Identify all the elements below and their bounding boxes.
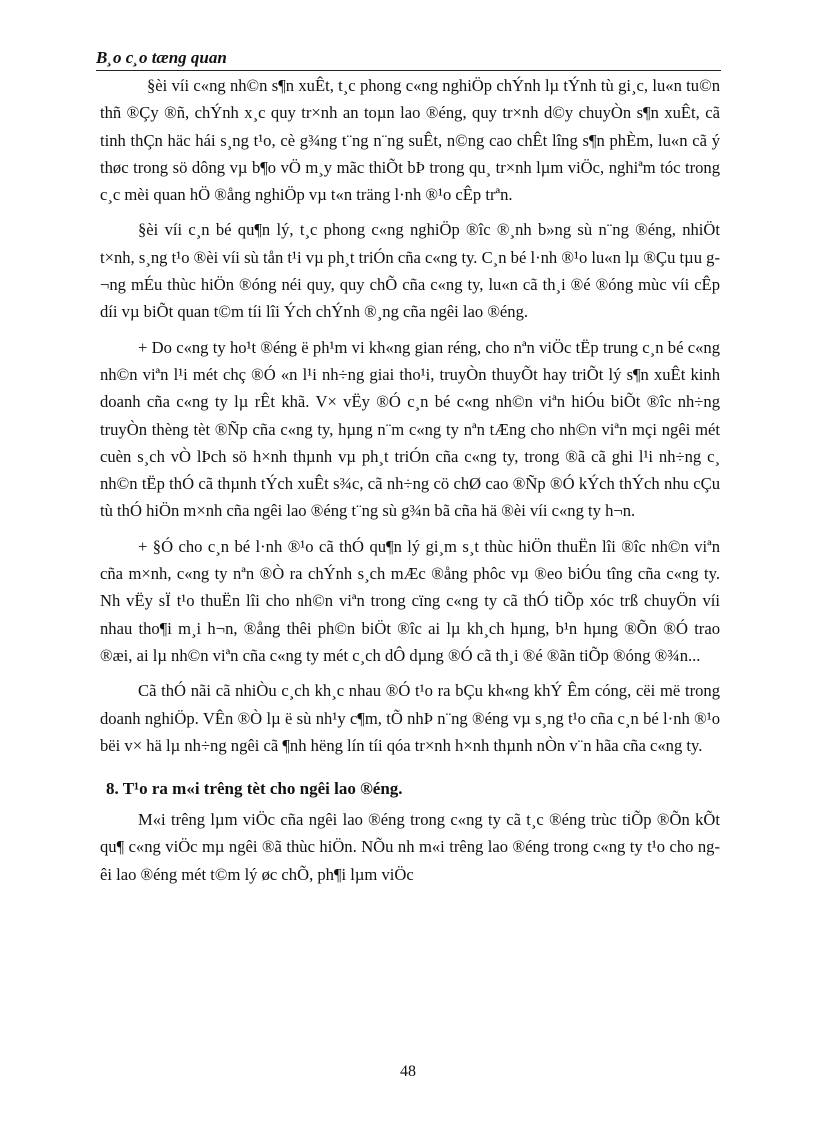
paragraph-conclusion: Cã thÓ nãi cã nhiÒu c¸ch kh¸c nhau ®Ó t¹o ra bÇu kh«ng khÝ Êm cóng, cëi më trong doanh nghiÖp. VÊn ®Ò lµ ë sù nh¹y c¶m, tÕ nhÞ n¨ng ®éng vµ s¸ng t¹o cña c¸n bé l·nh ®¹o bëi v× hä lµ nh÷ng ngêi cã ¶nh hëng lín tíi qóa tr×nh h×nh thµnh nÒn v¨n hãa cña c«ng ty. [100, 681, 720, 755]
paragraph-workers: §èi víi c«ng nh©n s¶n xuÊt, t¸c phong c«ng nghiÖp chÝnh lµ tÝnh tù gi¸c, lu«n tu©n thñ ®Çy ®ñ, chÝnh x¸c quy tr×nh an toµn lao ®éng, quy tr×nh d©y chuyÒn s¶n xuÊt, cã tinh thÇn häc hái s¸ng t¹o, cè g¾ng t¨ng n¨ng suÊt, n©ng cao chÊt lîng s¶n phÈm, lu«n cã ý thøc trong sö dông vµ b¶o vÖ m¸y mãc thiÕt bÞ trong qu¸ tr×nh lµm viÖc, nghiªm tóc trong c¸c mèi quan hÖ ®ång nghiÖp vµ t«n träng l·nh ®¹o cÊp trªn. [100, 76, 720, 205]
section-heading: 8. T¹o ra m«i trêng tèt cho ngêi lao ®éng. [106, 779, 403, 799]
paragraph-uniform-policy: + §Ó cho c¸n bé l·nh ®¹o cã thÓ qu¶n lý gi¸m s¸t thùc hiÖn thuËn lîi ®îc nh©n viªn cña m×nh, c«ng ty nªn ®Ò ra chÝnh s¸ch mÆc ®ång phôc vµ ®eo biÓu tîng cña c«ng ty. Nh vËy sÏ t¹o thuËn lîi cho nh©n viªn trong cïng c«ng ty cã thÓ tiÕp xóc trß chuyÖn víi nhau tho¶i m¸i h¬n, ®ång thêi ph©n biÖt ®îc ai lµ kh¸ch hµng, b¹n hµng ®Õn ®Ó trao ®æi, ai lµ nh©n viªn cña c«ng ty mét c¸ch dÔ dµng ®Ó cã th¸i ®é ®ãn tiÕp ®óng ®¾n... [100, 536, 720, 665]
page-number: 48 [400, 1063, 416, 1080]
header-rule [96, 70, 721, 71]
document-body [100, 72, 720, 896]
page-header: B¸o c¸o tæng quan [96, 48, 227, 67]
paragraph-work-environment: M«i trêng lµm viÖc cña ngêi lao ®éng trong c«ng ty cã t¸c ®éng trùc tiÕp ®Õn kÕt qu¶ c«ng viÖc mµ ngêi ®ã thùc hiÖn. NÕu nh m«i trêng lao ®éng trong c«ng ty t¹o cho ngêi lao ®éng mét t©m lý øc chÕ, ph¶i lµm viÖc [100, 810, 720, 884]
paragraph-company-history: + Do c«ng ty ho¹t ®éng ë ph¹m vi kh«ng gian réng, cho nªn viÖc tËp trung c¸n bé c«ng nh©n viªn l¹i mét chç ®Ó «n l¹i nh÷ng giai tho¹i, truyÒn thuyÕt hay triÕt lý s¶n xuÊt kinh doanh cña c«ng ty lµ rÊt khã. V× vËy ®Ó c¸n bé c«ng nh©n viªn hiÓu biÕt ®îc nh÷ng truyÒn thèng tèt ®Ñp cña c«ng ty, hµng n¨m c«ng ty nªn tÆng cho nh©n viªn mçi ngêi mét cuèn s¸ch vÒ lÞch sö h×nh thµnh vµ ph¸t triÓn cña c«ng ty, trong ®ã cã ghi l¹i nh÷ng c¸ nh©n tËp thÓ cã thµnh tÝch xuÊt s¾c, cã nh÷ng cö chØ cao ®Ñp ®Ó kÝch thÝch nhu cÇu tù thÓ hiÖn m×nh cña ngêi lao ®éng t¨ng sù g¾n bã cña hä ®èi víi c«ng ty h¬n. [100, 337, 720, 521]
paragraph-managers: §èi víi c¸n bé qu¶n lý, t¸c phong c«ng nghiÖp ®îc ®¸nh b»ng sù n¨ng ®éng, nhiÖt t×nh, s¸ng t¹o ®èi víi sù tån t¹i vµ ph¸t triÓn cña c«ng ty. C¸n bé l·nh ®¹o lu«n lµ ®Çu tµu g¬ng mÉu thùc hiÖn ®óng néi quy, quy chÕ cña c«ng ty, lu«n cã th¸i ®é ®óng mùc víi cÊp díi vµ biÕt quan t©m tíi lîi Ých chÝnh ®¸ng cña ngêi lao ®éng. [100, 220, 720, 322]
